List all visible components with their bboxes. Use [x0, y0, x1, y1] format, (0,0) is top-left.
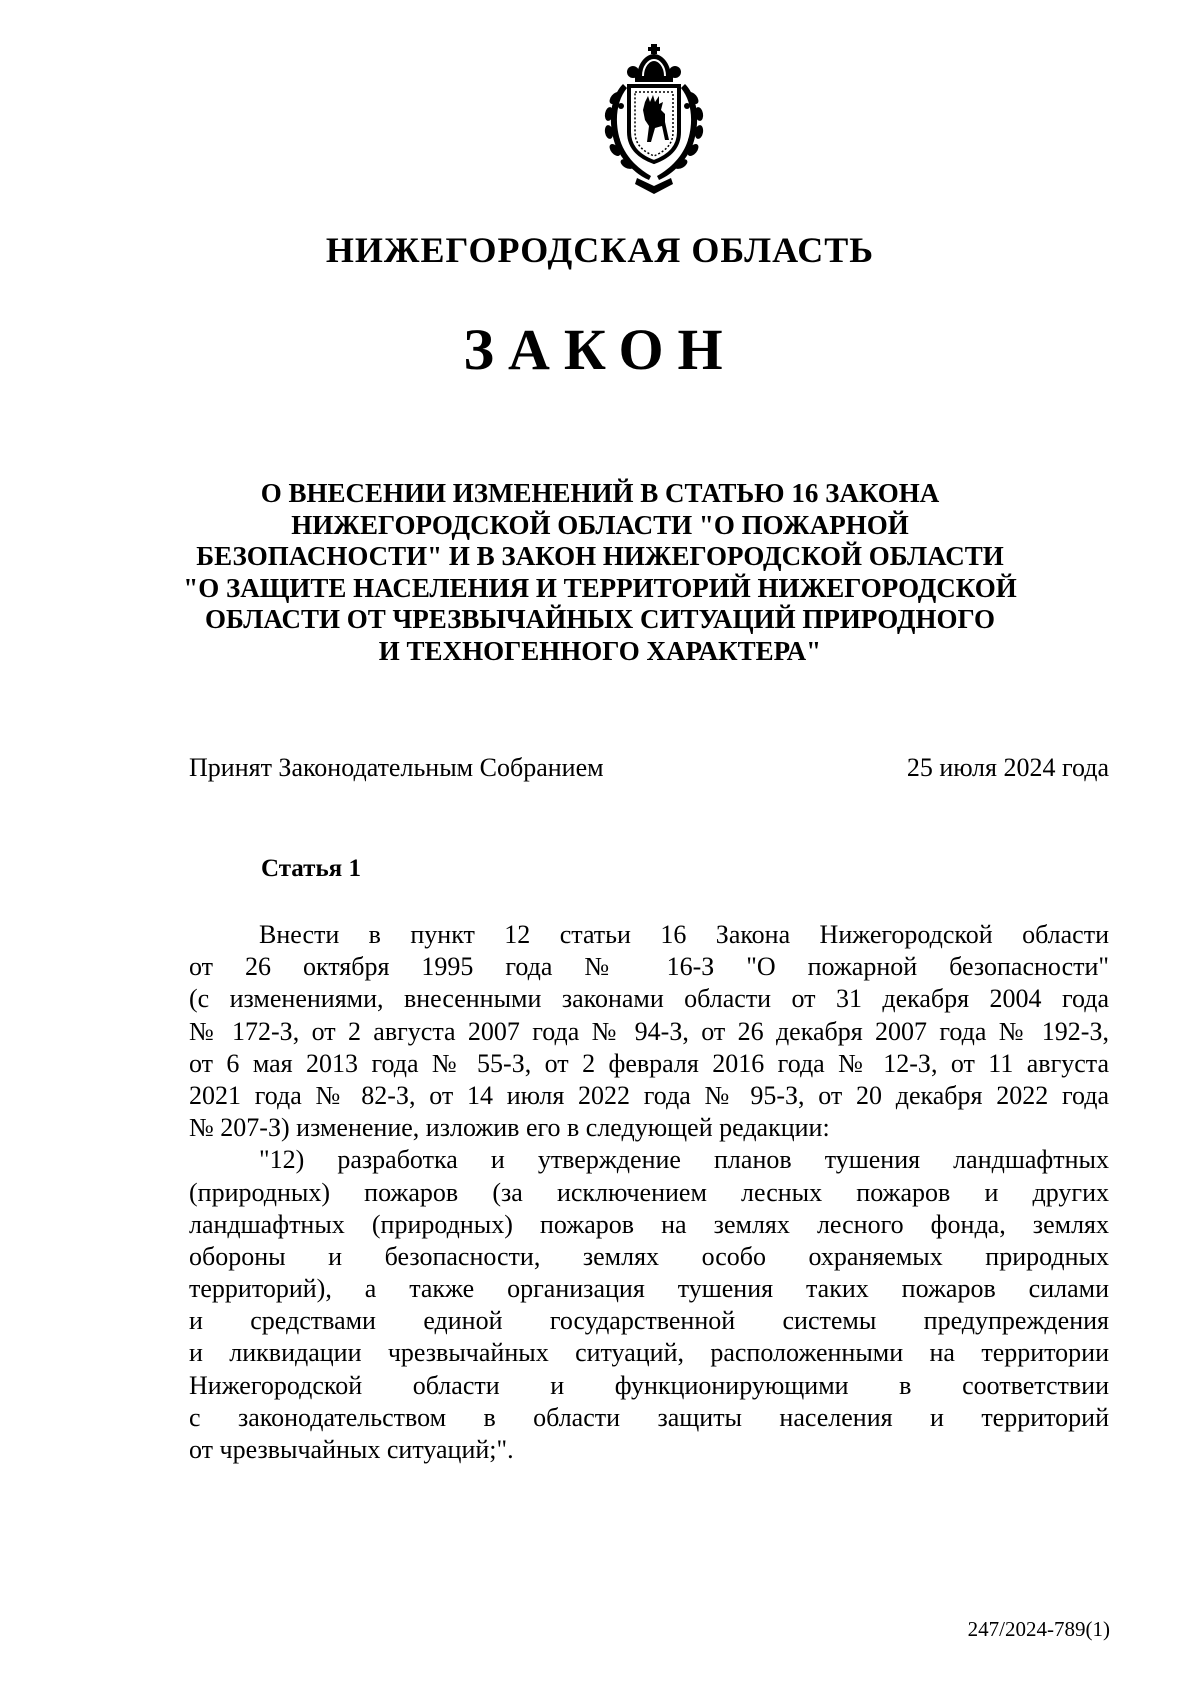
article-line: Внести в пункт 12 статьи 16 Закона Нижегородской области [259, 920, 1109, 949]
article-line: 2021 года № 82-З, от 14 июля 2022 года № 95-З, от 20 декабря 2022 года [189, 1080, 1109, 1110]
article-line: территорий), а также организация тушения таких пожаров силами [189, 1274, 1109, 1304]
article-body [189, 919, 1109, 1466]
adoption-text: Принят Законодательным Собранием [189, 753, 604, 782]
law-title-line: НИЖЕГОРОДСКОЙ ОБЛАСТИ "О ПОЖАРНОЙ [291, 509, 909, 540]
article-line: № 207-З) изменение, изложив его в следующей редакции: [189, 1113, 830, 1143]
law-title-line: И ТЕХНОГЕННОГО ХАРАКТЕРА" [378, 635, 822, 666]
article-heading: Статья 1 [261, 855, 361, 882]
article-line: (природных) пожаров (за исключением лесных пожаров и других [189, 1177, 1109, 1207]
article-line: (с изменениями, внесенными законами области от 31 декабря 2004 года [189, 984, 1109, 1014]
article-line: "12) разработка и утверждение планов тушения ландшафтных [259, 1145, 1109, 1175]
coat-of-arms-icon [593, 40, 733, 200]
article-line: № 172-З, от 2 августа 2007 года № 94-З, от 26 декабря 2007 года № 192-З, [189, 1016, 1109, 1046]
law-title [180, 478, 1020, 667]
article-line: Нижегородской области и функционирующими в соответствии [189, 1370, 1109, 1400]
article-line: и средствами единой государственной системы предупреждения [189, 1306, 1109, 1336]
article-line: от 6 мая 2013 года № 55-З, от 2 февраля 2016 года № 12-З, от 11 августа [189, 1048, 1109, 1078]
article-line: от 26 октября 1995 года № 16-З "О пожарной безопасности" [189, 952, 1109, 982]
adoption-date: 25 июля 2024 года [906, 753, 1109, 782]
law-title-line: БЕЗОПАСНОСТИ" И В ЗАКОН НИЖЕГОРОДСКОЙ ОБЛАСТИ [196, 541, 1004, 571]
document-number: 247/2024-789(1) [967, 1617, 1110, 1641]
article-line: с законодательством в области защиты населения и территорий [189, 1402, 1109, 1432]
article-line: ландшафтных (природных) пожаров на землях лесного фонда, землях [189, 1209, 1109, 1239]
crown-icon [627, 44, 681, 82]
region-name: НИЖЕГОРОДСКАЯ ОБЛАСТЬ [325, 230, 875, 270]
article-line: от чрезвычайных ситуаций;". [189, 1435, 514, 1464]
article-line: и ликвидации чрезвычайных ситуаций, расположенными на территории [189, 1338, 1109, 1368]
law-title-line: О ВНЕСЕНИИ ИЗМЕНЕНИЙ В СТАТЬЮ 16 ЗАКОНА [260, 478, 940, 508]
article-line: обороны и безопасности, землях особо охраняемых природных [189, 1241, 1109, 1271]
law-title-line: "О ЗАЩИТЕ НАСЕЛЕНИЯ И ТЕРРИТОРИЙ НИЖЕГОРОДСКОЙ [183, 572, 1017, 603]
document-type: ЗАКОН [463, 317, 737, 382]
shield-icon [629, 86, 679, 162]
law-title-line: ОБЛАСТИ ОТ ЧРЕЗВЫЧАЙНЫХ СИТУАЦИЙ ПРИРОДНОГО [205, 604, 995, 634]
